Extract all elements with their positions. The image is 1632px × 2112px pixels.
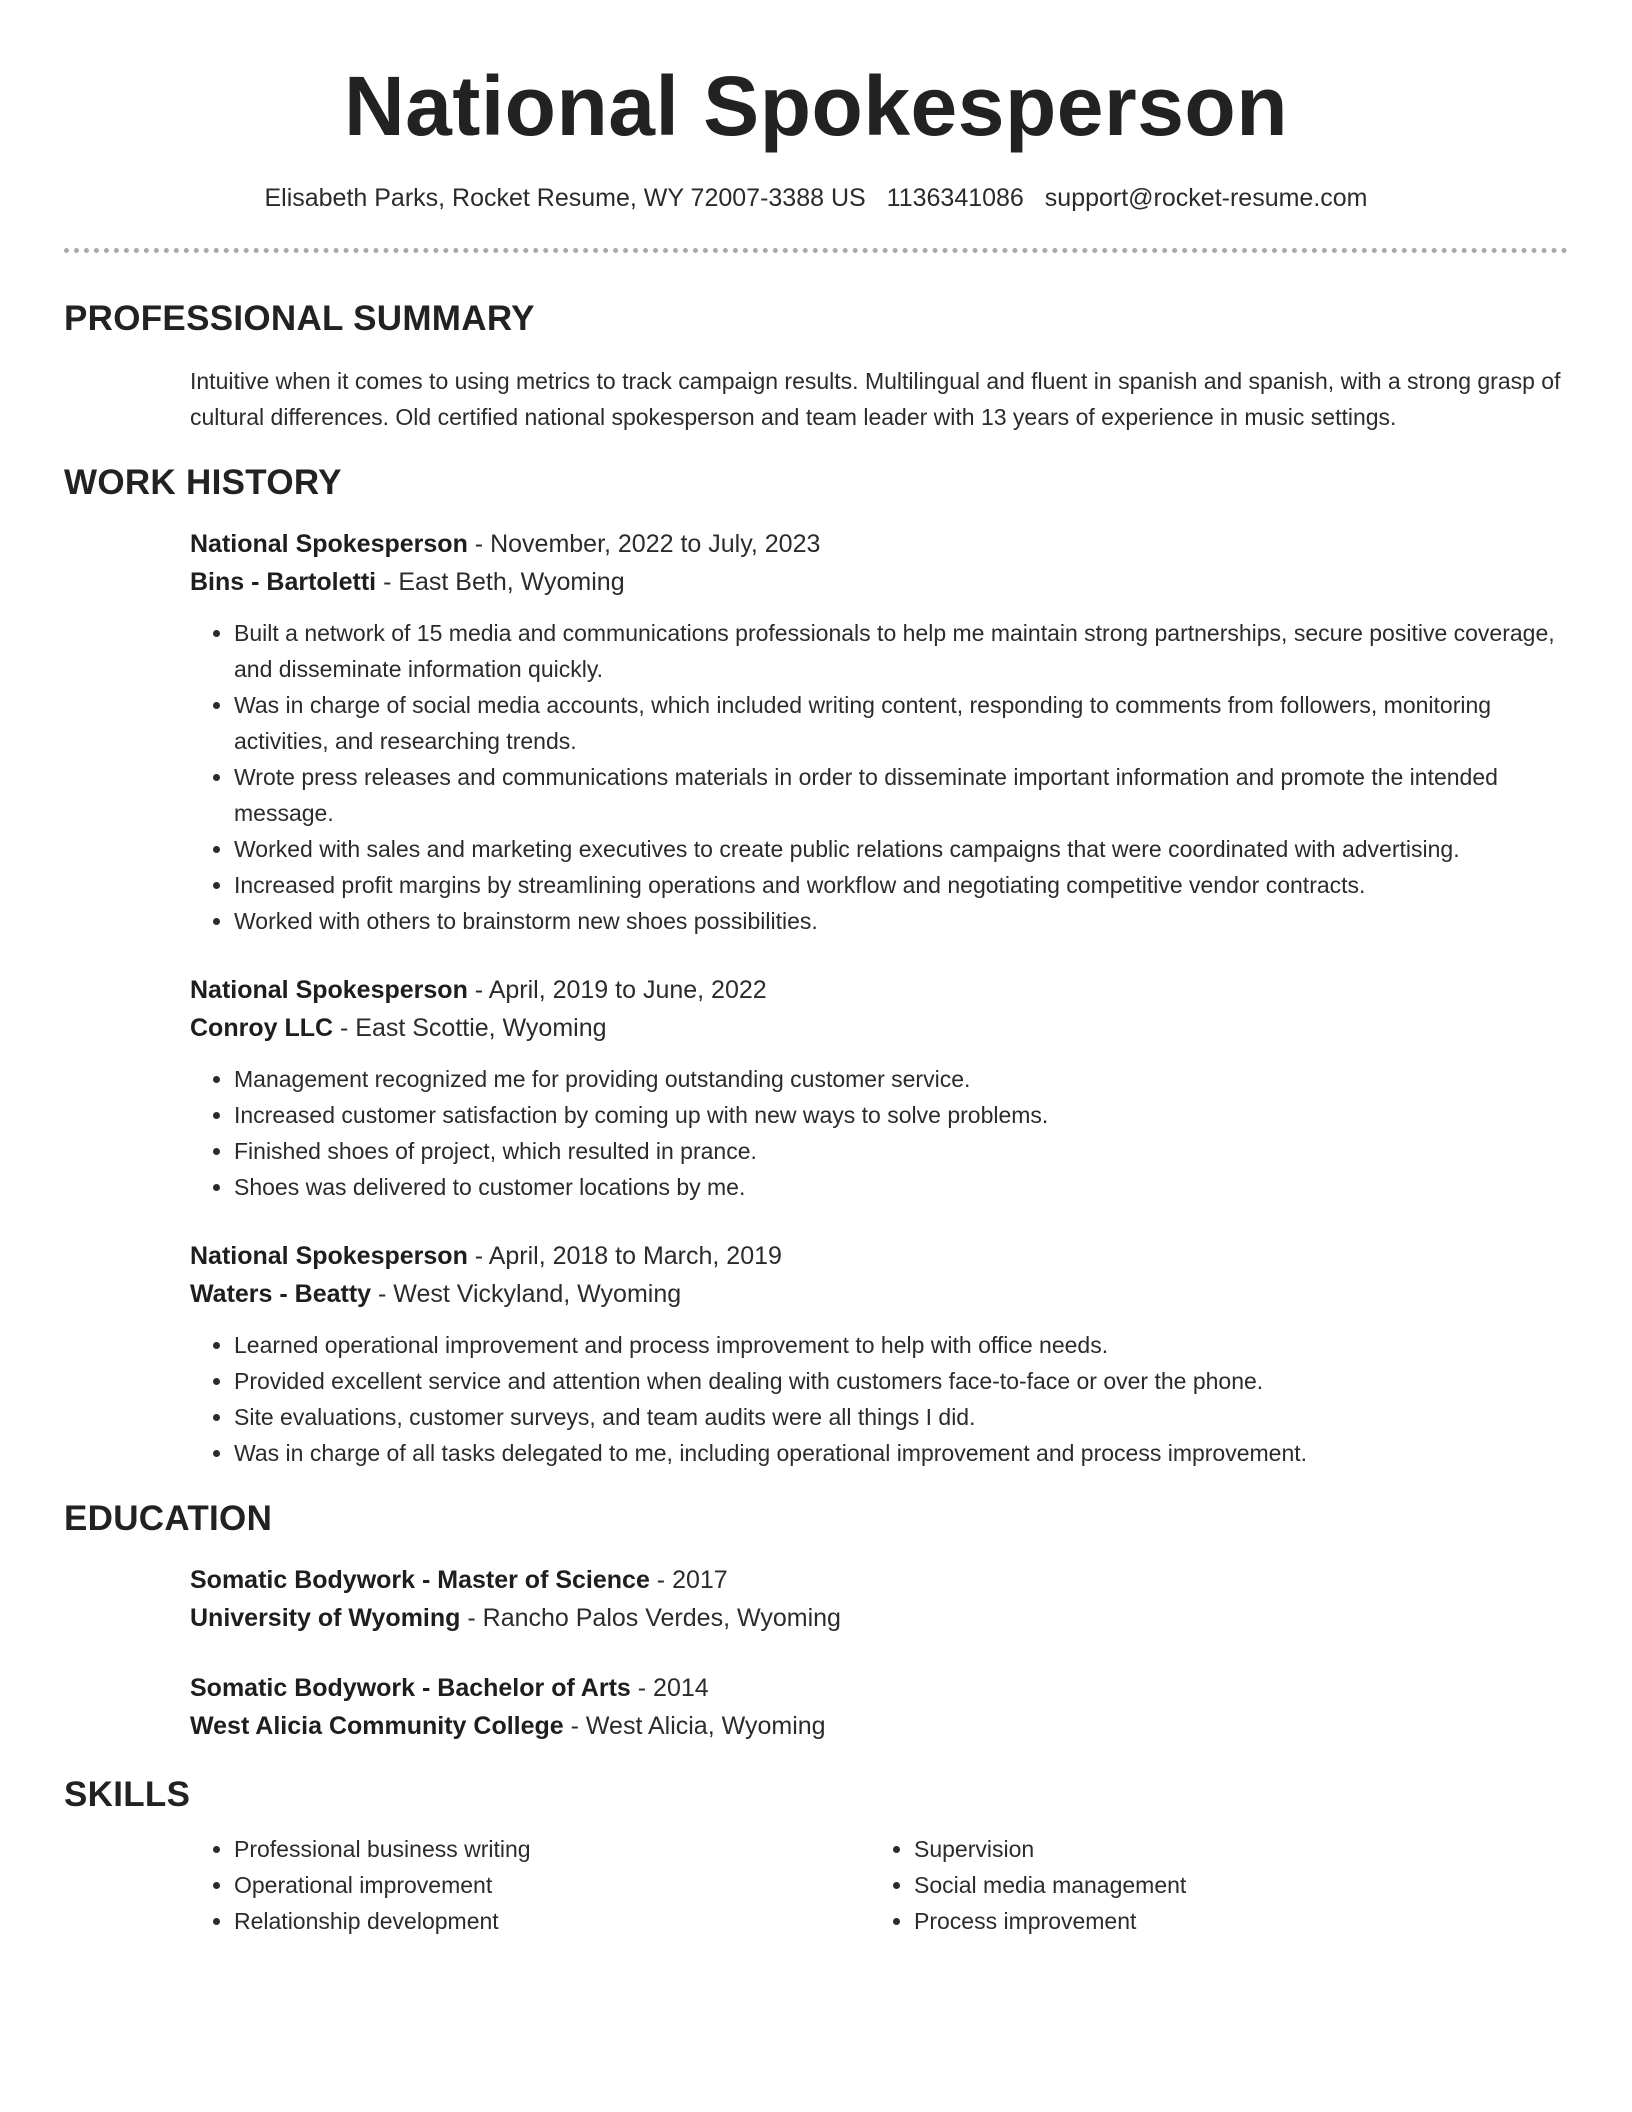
job-dates: - April, 2019 to June, 2022	[467, 976, 767, 1004]
summary-text: Intuitive when it comes to using metrics to track campaign results. Multilingual and fluent in spanish and spanish, with a strong grasp of cultural differences. Old certified national spokesperson and team leader with 13 years of experience in music settings.	[190, 368, 1561, 430]
job-entry	[190, 971, 1568, 1205]
list-item: • Worked with others to brainstorm new shoes possibilities.	[234, 903, 1568, 939]
work-history-section	[64, 461, 1568, 1471]
summary-section	[64, 297, 1568, 435]
degree-year: - 2014	[630, 1674, 709, 1702]
school-line	[190, 1707, 1568, 1745]
skills-list	[870, 1831, 1550, 1939]
job-company-line	[190, 1275, 1568, 1313]
list-item: • Was in charge of all tasks delegated to me, including operational improvement and process improvement.	[234, 1435, 1568, 1471]
section-heading-summary: PROFESSIONAL SUMMARY	[64, 299, 535, 338]
resume-page	[64, 0, 1568, 1939]
list-item: • Finished shoes of project, which resulted in prance.	[234, 1133, 1568, 1169]
page-title: National Spokesperson	[343, 59, 1289, 153]
section-heading-work-history: WORK HISTORY	[64, 463, 342, 502]
list-item: • Social media management	[914, 1867, 1550, 1903]
list-item: • Worked with sales and marketing executives to create public relations campaigns that were coordinated with advertising.	[234, 831, 1568, 867]
contact-address: Elisabeth Parks, Rocket Resume, WY 72007-3388 US	[264, 184, 866, 212]
school-location: - Rancho Palos Verdes, Wyoming	[460, 1604, 841, 1632]
job-title: National Spokesperson	[190, 1242, 468, 1270]
job-location: - East Beth, Wyoming	[376, 568, 625, 596]
job-bullets	[190, 1061, 1568, 1205]
school: University of Wyoming	[190, 1604, 461, 1632]
list-item: • Provided excellent service and attention when dealing with customers face-to-face or over the phone.	[234, 1363, 1568, 1399]
list-item: • Management recognized me for providing outstanding customer service.	[234, 1061, 1568, 1097]
job-title-line	[190, 1237, 1568, 1275]
degree: Somatic Bodywork - Master of Science	[190, 1566, 650, 1594]
job-title-line	[190, 525, 1568, 563]
list-item: • Increased customer satisfaction by coming up with new ways to solve problems.	[234, 1097, 1568, 1133]
job-location: - West Vickyland, Wyoming	[371, 1280, 682, 1308]
job-dates: - April, 2018 to March, 2019	[467, 1242, 782, 1270]
job-entry	[190, 1237, 1568, 1471]
job-title: National Spokesperson	[190, 976, 468, 1004]
list-item: • Site evaluations, customer surveys, and team audits were all things I did.	[234, 1399, 1568, 1435]
list-item: • Increased profit margins by streamlining operations and workflow and negotiating competitive vendor contracts.	[234, 867, 1568, 903]
list-item: • Process improvement	[914, 1903, 1550, 1939]
section-heading-education: EDUCATION	[64, 1499, 273, 1538]
degree-year: - 2017	[649, 1566, 728, 1594]
education-entry	[190, 1669, 1568, 1745]
job-company: Waters - Beatty	[190, 1280, 372, 1308]
degree-line	[190, 1669, 1568, 1707]
job-entry	[190, 525, 1568, 939]
job-company: Conroy LLC	[190, 1014, 334, 1042]
job-title: National Spokesperson	[190, 530, 468, 558]
list-item: • Supervision	[914, 1831, 1550, 1867]
job-bullets	[190, 1327, 1568, 1471]
contact-line	[64, 180, 1568, 216]
list-item: • Wrote press releases and communications materials in order to disseminate important information and promote the intended message.	[234, 759, 1568, 831]
section-heading-skills: SKILLS	[64, 1775, 191, 1814]
skills-grid	[190, 1831, 1568, 1939]
degree-line	[190, 1561, 1568, 1599]
list-item: • Professional business writing	[234, 1831, 870, 1867]
skills-list	[190, 1831, 870, 1939]
education-section	[64, 1497, 1568, 1745]
skills-section	[64, 1773, 1568, 1939]
job-dates: - November, 2022 to July, 2023	[467, 530, 821, 558]
job-location: - East Scottie, Wyoming	[333, 1014, 607, 1042]
list-item: • Shoes was delivered to customer locations by me.	[234, 1169, 1568, 1205]
list-item: • Was in charge of social media accounts, which included writing content, responding to comments from followers, monitoring activities, and researching trends.	[234, 687, 1568, 759]
list-item: • Learned operational improvement and process improvement to help with office needs.	[234, 1327, 1568, 1363]
job-company: Bins - Bartoletti	[190, 568, 377, 596]
list-item: • Built a network of 15 media and communications professionals to help me maintain strong partnerships, secure positive coverage, and disseminate information quickly.	[234, 615, 1568, 687]
school-line	[190, 1599, 1568, 1637]
header-divider	[64, 248, 1568, 253]
contact-phone: 1136341086	[886, 184, 1024, 212]
list-item: • Operational improvement	[234, 1867, 870, 1903]
skills-column-left	[190, 1831, 870, 1939]
school: West Alicia Community College	[190, 1712, 564, 1740]
school-location: - West Alicia, Wyoming	[563, 1712, 826, 1740]
job-bullets	[190, 615, 1568, 939]
job-title-line	[190, 971, 1568, 1009]
list-item: • Relationship development	[234, 1903, 870, 1939]
contact-email: support@rocket-resume.com	[1044, 184, 1368, 212]
education-entry	[190, 1561, 1568, 1637]
job-company-line	[190, 563, 1568, 601]
job-company-line	[190, 1009, 1568, 1047]
skills-column-right	[870, 1831, 1550, 1939]
degree: Somatic Bodywork - Bachelor of Arts	[190, 1674, 631, 1702]
